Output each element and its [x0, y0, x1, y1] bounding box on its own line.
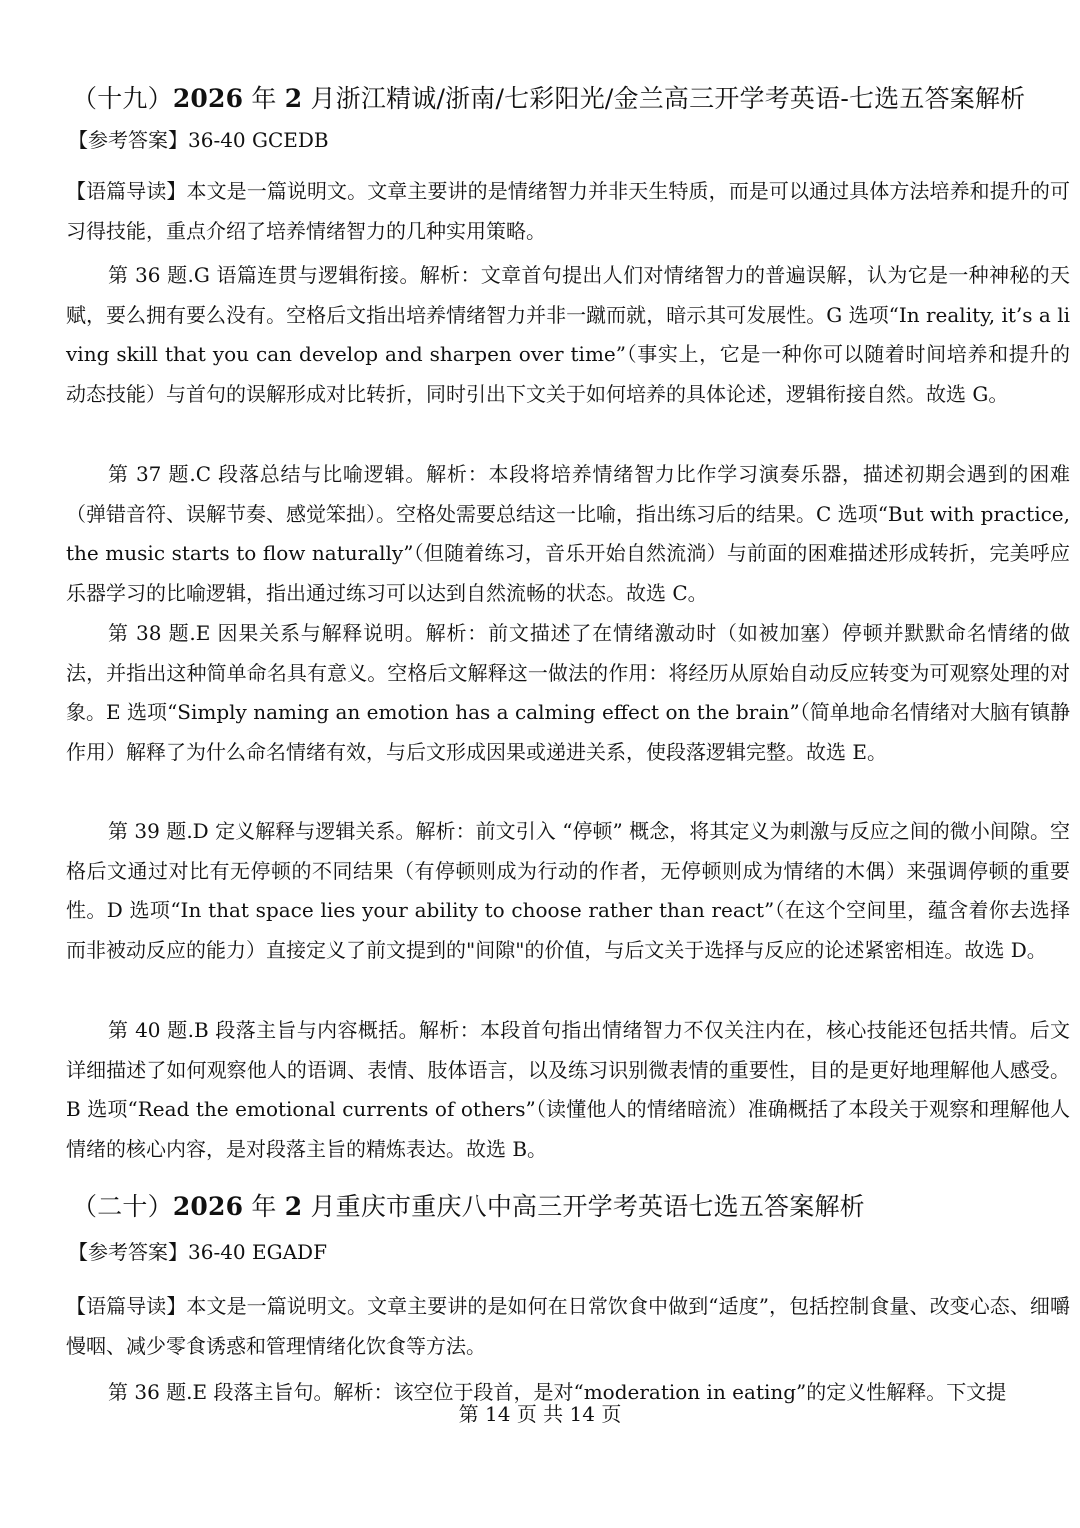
section-19-answer: 【参考答案】36-40 GCEDB — [68, 128, 329, 152]
footer-label-1: 第 — [458, 1402, 479, 1426]
section-19-q40: 第 40 题.B 段落主旨与内容概括。解析：本段首句指出情绪智力不仅关注内在，核心技能还包括共情。后文详细描述了如何观察他人的语调、表情、肢体语言，以及练习识别微表情的重要性，目的是更好地理解他人感受。B 选项“Read the emotional currents of others”（读懂他人的情绪暗流）准确概括了本段关于观察和理解他人情绪的核心内容，是对段落主旨的精炼表达。故选 B。 — [66, 1018, 1070, 1162]
section-19-heading-month: 2 — [284, 84, 303, 113]
section-20-answer: 【参考答案】36-40 EGADF — [68, 1240, 327, 1264]
section-20-heading-prefix: （二十） — [72, 1192, 173, 1221]
section-20-heading-month: 2 — [284, 1192, 303, 1221]
section-20-heading — [72, 1190, 1032, 1224]
footer-label-3: 页 — [601, 1402, 622, 1426]
section-19-heading — [72, 82, 1032, 116]
section-20-heading-year: 2026 — [172, 1192, 244, 1221]
section-19-q39: 第 39 题.D 定义解释与逻辑关系。解析：前文引入 “停顿” 概念，将其定义为刺激与反应之间的微小间隙。空格后文通过对比有无停顿的不同结果（有停顿则成为行动的作者，无停顿则成为情绪的木偶）来强调停顿的重要性。D 选项“In that space lies your ability to choose rather than react”（在这个空间里，蕴含着你去选择而非被动反应的能力）直接定义了前文提到的"间隙"的价值，与后文关于选择与反应的论述紧密相连。故选 D。 — [66, 819, 1070, 963]
section-19-heading-prefix: （十九） — [72, 84, 173, 113]
section-19-q37: 第 37 题.C 段落总结与比喻逻辑。解析：本段将培养情绪智力比作学习演奏乐器，描述初期会遇到的困难（弹错音符、误解节奏、感觉笨拙）。空格处需要总结这一比喻，指出练习后的结果。C 选项“But with practice, the music starts to flow naturally”（但随着练习，音乐开始自然流淌）与前面的困难描述形成转折，完美呼应乐器学习的比喻逻辑，指出通过练习可以达到自然流畅的状态。故选 C。 — [66, 462, 1070, 606]
section-19-heading-rest: 月浙江精诚/浙南/七彩阳光/金兰高三开学考英语-七选五答案解析 — [302, 84, 1026, 113]
section-19-heading-year: 2026 — [172, 84, 244, 113]
section-19-q36: 第 36 题.G 语篇连贯与逻辑衔接。解析：文章首句提出人们对情绪智力的普遍误解，认为它是一种神秘的天赋，要么拥有要么没有。空格后文指出培养情绪智力并非一蹴而就，暗示其可发展性。G 选项“In reality, it’s a living skill that you can develop and sharpen over time”（事实上，它是一种你可以随着时间培养和提升的动态技能）与首句的误解形成对比转折，同时引出下文关于如何培养的具体论述，逻辑衔接自然。故选 G。 — [66, 263, 1070, 407]
section-20-heading-year-suffix: 年 — [243, 1192, 285, 1221]
footer-page-total: 14 — [569, 1402, 595, 1426]
section-20-intro: 【语篇导读】本文是一篇说明文。文章主要讲的是如何在日常饮食中做到“适度”，包括控制食量、改变心态、细嚼慢咽、减少零食诱惑和管理情绪化饮食等方法。 — [66, 1294, 1070, 1358]
footer-page-number: 14 — [485, 1402, 511, 1426]
page-footer — [0, 1400, 1080, 1428]
section-20-q36: 第 36 题.E 段落主旨句。解析：该空位于段首，是对“moderation in eating”的定义性解释。下文提 — [108, 1380, 1007, 1404]
section-19-q38: 第 38 题.E 因果关系与解释说明。解析：前文描述了在情绪激动时（如被加塞）停顿并默默命名情绪的做法，并指出这种简单命名具有意义。空格后文解释这一做法的作用：将经历从原始自动反应转变为可观察处理的对象。E 选项“Simply naming an emotion has a calming effect on the brain”（简单地命名情绪对大脑有镇静作用）解释了为什么命名情绪有效，与后文形成因果或递进关系，使段落逻辑完整。故选 E。 — [66, 621, 1070, 765]
footer-label-2: 页 共 — [516, 1402, 564, 1426]
section-19-heading-year-suffix: 年 — [243, 84, 285, 113]
section-19-intro: 【语篇导读】本文是一篇说明文。文章主要讲的是情绪智力并非天生特质，而是可以通过具体方法培养和提升的可习得技能，重点介绍了培养情绪智力的几种实用策略。 — [66, 179, 1070, 243]
section-20-heading-rest: 月重庆市重庆八中高三开学考英语七选五答案解析 — [302, 1192, 865, 1221]
